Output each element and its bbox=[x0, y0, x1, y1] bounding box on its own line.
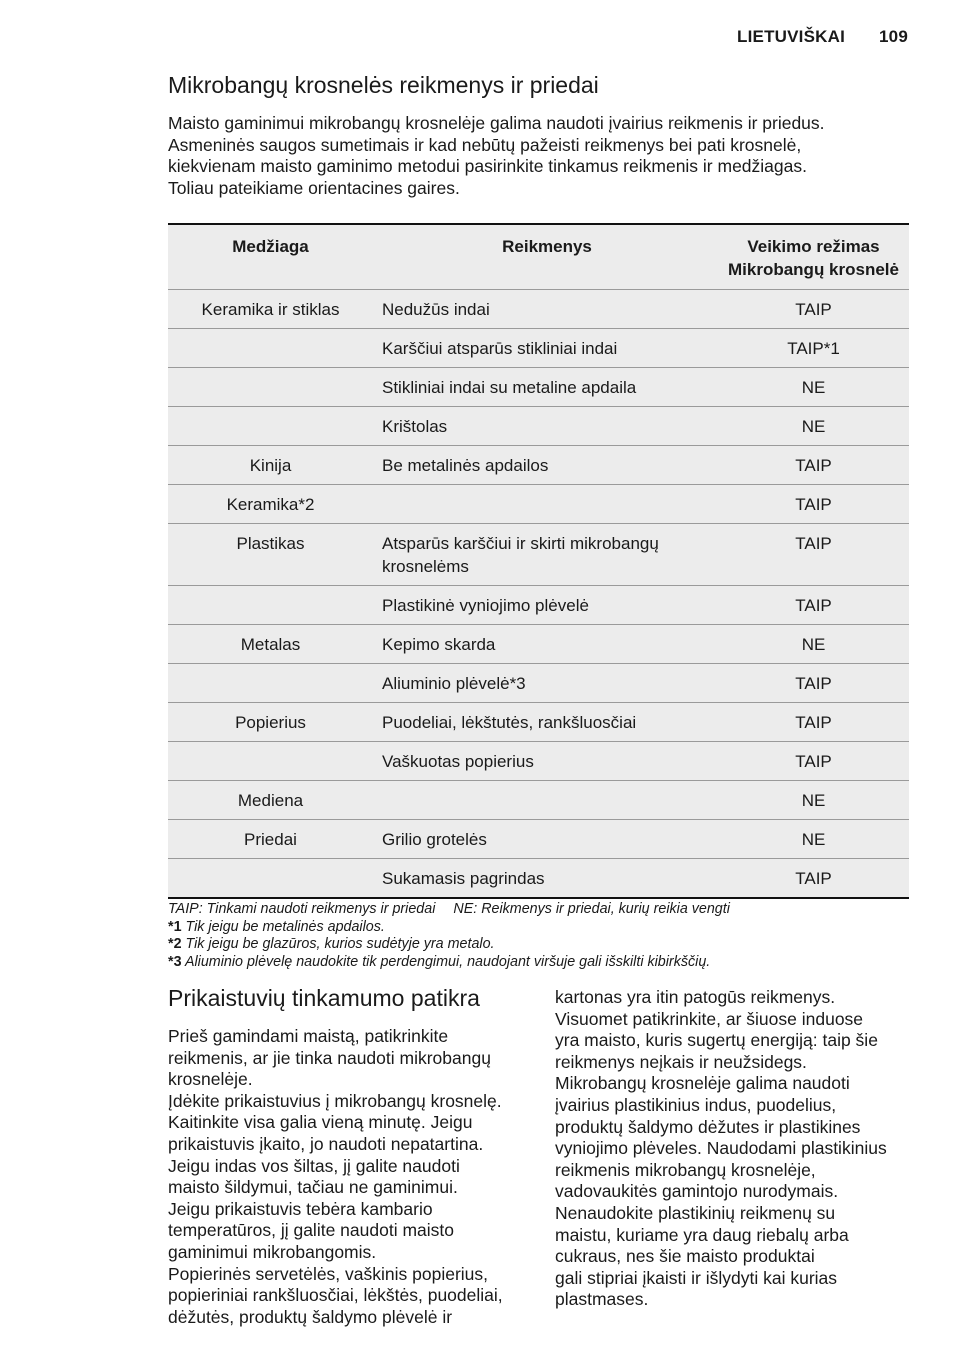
text-line: dėžutės, produktų šaldymo plėvelė ir bbox=[168, 1306, 453, 1327]
cell-mode: TAIP bbox=[718, 524, 909, 586]
table-row bbox=[168, 586, 909, 625]
cell-mode: TAIP bbox=[718, 703, 909, 742]
text-line: Visuomet patikrinkite, ar šiuose induose bbox=[555, 1008, 864, 1029]
footnote-text: Tik jeigu be glazūros, kurios sudėtyje yra metalo. bbox=[185, 936, 495, 953]
text-line: gali stipriai įkaisti ir išlydyti kai kurias bbox=[555, 1267, 838, 1288]
cell-material: Plastikas bbox=[168, 524, 373, 586]
text-line: gaminimui mikrobangomis. bbox=[168, 1241, 377, 1262]
right-column-text bbox=[555, 987, 915, 1311]
header-utensils: Reikmenys bbox=[373, 224, 718, 290]
text-line: cukraus, nes šie maisto produktai bbox=[555, 1246, 815, 1267]
cell-mode: TAIP bbox=[718, 586, 909, 625]
cell-utensil: Nedužūs indai bbox=[373, 290, 718, 329]
materials-table bbox=[168, 223, 909, 899]
cell-utensil: Plastikinė vyniojimo plėvelė bbox=[373, 586, 718, 625]
text-line: Kaitinkite visa galia vieną minutę. Jeigu bbox=[168, 1112, 473, 1133]
header-mode-line1: Veikimo režimas bbox=[747, 237, 880, 256]
footnote-text: Aliuminio plėvelę naudokite tik perdengimui, naudojant viršuje gali išskilti kibirkščių. bbox=[184, 954, 711, 971]
cell-material: Popierius bbox=[168, 703, 373, 742]
cell-mode: NE bbox=[718, 781, 909, 820]
cell-material bbox=[168, 859, 373, 899]
cell-utensil: Aliuminio plėvelė*3 bbox=[373, 664, 718, 703]
text-line: krosnelėje. bbox=[168, 1069, 253, 1090]
cell-mode: TAIP bbox=[718, 446, 909, 485]
cell-utensil: Karščiui atsparūs stikliniai indai bbox=[373, 329, 718, 368]
legend-line bbox=[168, 901, 928, 919]
text-line: kartonas yra itin patogūs reikmenys. bbox=[555, 987, 836, 1007]
text-line: Mikrobangų krosnelėje galima naudoti bbox=[555, 1073, 850, 1094]
text-line: popieriniai rankšluosčiai, lėkštės, puodeliai, bbox=[168, 1285, 503, 1306]
header-material: Medžiaga bbox=[168, 224, 373, 290]
cell-utensil: Sukamasis pagrindas bbox=[373, 859, 718, 899]
cell-mode: TAIP bbox=[718, 742, 909, 781]
table-row bbox=[168, 859, 909, 899]
legend-no: NE: Reikmenys ir priedai, kurių reikia vengti bbox=[453, 901, 730, 917]
text-line: Nenaudokite plastikinių reikmenų su bbox=[555, 1202, 836, 1223]
cell-utensil: Grilio grotelės bbox=[373, 820, 718, 859]
table-notes bbox=[168, 901, 928, 972]
cell-material bbox=[168, 742, 373, 781]
table-row bbox=[168, 781, 909, 820]
text-line: Popierinės servetėlės, vaškinis popierius, bbox=[168, 1263, 489, 1284]
cell-utensil: Be metalinės apdailos bbox=[373, 446, 718, 485]
cell-material: Kinija bbox=[168, 446, 373, 485]
table-row bbox=[168, 664, 909, 703]
text-line: Prieš gamindami maistą, patikrinkite bbox=[168, 1026, 449, 1046]
text-line: reikmenis, ar jie tinka naudoti mikrobangų bbox=[168, 1047, 491, 1068]
text-line: Jeigu indas vos šiltas, jį galite naudoti bbox=[168, 1155, 460, 1176]
cell-material bbox=[168, 586, 373, 625]
table-row bbox=[168, 329, 909, 368]
footnote bbox=[168, 954, 928, 972]
intro-line: Toliau pateikiame orientacines gaires. bbox=[168, 177, 460, 198]
page-number: 109 bbox=[879, 27, 908, 46]
footnote bbox=[168, 919, 928, 937]
footnote-mark: *2 bbox=[168, 936, 182, 953]
text-line: įvairius plastikinius indus, puodelius, bbox=[555, 1094, 837, 1115]
cell-material: Keramika*2 bbox=[168, 485, 373, 524]
cell-utensil: Vaškuotas popierius bbox=[373, 742, 718, 781]
cell-mode: TAIP bbox=[718, 859, 909, 899]
cell-mode: NE bbox=[718, 407, 909, 446]
cell-utensil bbox=[373, 485, 718, 524]
cell-utensil: Krištolas bbox=[373, 407, 718, 446]
cell-utensil bbox=[373, 781, 718, 820]
cell-mode: TAIP*1 bbox=[718, 329, 909, 368]
table-row bbox=[168, 485, 909, 524]
cell-mode: TAIP bbox=[718, 485, 909, 524]
cell-utensil-line2: krosnelėms bbox=[382, 557, 469, 576]
text-line: plastmases. bbox=[555, 1289, 649, 1310]
table-header-row bbox=[168, 224, 909, 290]
intro-line: Asmeninės saugos sumetimais ir kad nebūtų pažeisti reikmenys bei pati krosnelė, bbox=[168, 134, 802, 155]
header-mode-line2: Mikrobangų krosnelė bbox=[728, 260, 899, 279]
table-row bbox=[168, 407, 909, 446]
cell-utensil bbox=[373, 524, 718, 586]
cell-utensil: Puodeliai, lėkštutės, rankšluosčiai bbox=[373, 703, 718, 742]
cell-material bbox=[168, 407, 373, 446]
text-line: reikmenys neįkais ir neužsidegs. bbox=[555, 1051, 807, 1072]
cell-material: Keramika ir stiklas bbox=[168, 290, 373, 329]
table-row bbox=[168, 742, 909, 781]
cell-material: Priedai bbox=[168, 820, 373, 859]
text-line: Įdėkite prikaistuvius į mikrobangų krosnelę. bbox=[168, 1090, 502, 1111]
text-line: yra maisto, kuris sugertų energiją: taip šie bbox=[555, 1030, 878, 1051]
section-label: LIETUVIŠKAI bbox=[737, 27, 846, 46]
cell-material bbox=[168, 664, 373, 703]
legend-yes: TAIP: Tinkami naudoti reikmenys ir priedai bbox=[168, 901, 436, 917]
table-row bbox=[168, 290, 909, 329]
text-line: produktų šaldymo dėžutes ir plastikines bbox=[555, 1116, 861, 1137]
cell-material bbox=[168, 329, 373, 368]
cell-utensil: Stikliniai indai su metaline apdaila bbox=[373, 368, 718, 407]
cell-material: Mediena bbox=[168, 781, 373, 820]
text-line: maistu, kuriame yra daug riebalų arba bbox=[555, 1224, 849, 1245]
text-line: reikmenis mikrobangų krosnelėje, bbox=[555, 1159, 816, 1180]
cell-mode: NE bbox=[718, 625, 909, 664]
intro-line: Maisto gaminimui mikrobangų krosnelėje galima naudoti įvairius reikmenis ir priedus. bbox=[168, 113, 825, 133]
cell-material: Metalas bbox=[168, 625, 373, 664]
text-line: temperatūros, jį galite naudoti maisto bbox=[168, 1220, 454, 1241]
left-column-text bbox=[168, 1026, 528, 1328]
cell-material bbox=[168, 368, 373, 407]
cell-mode: NE bbox=[718, 368, 909, 407]
text-line: vyniojimo plėveles. Naudodami plastikinius bbox=[555, 1138, 887, 1159]
table-row bbox=[168, 703, 909, 742]
cell-utensil-line1: Atsparūs karščiui ir skirti mikrobangų bbox=[382, 534, 659, 553]
footnote-mark: *1 bbox=[168, 918, 182, 935]
cell-mode: NE bbox=[718, 820, 909, 859]
table-row bbox=[168, 820, 909, 859]
text-line: Jeigu prikaistuvis tebėra kambario bbox=[168, 1198, 433, 1219]
text-line: vadovaukitės gamintojo nurodymais. bbox=[555, 1181, 839, 1202]
text-line: prikaistuvis įkaito, jo naudoti nepatartina. bbox=[168, 1133, 484, 1154]
table-row bbox=[168, 625, 909, 664]
header-mode bbox=[718, 224, 909, 290]
table-row bbox=[168, 368, 909, 407]
intro-line: kiekvienam maisto gaminimo metodui pasirinkite tinkamus reikmenis ir medžiagas. bbox=[168, 156, 807, 176]
page-header bbox=[737, 27, 908, 47]
section-title-utensils: Mikrobangų krosnelės reikmenys ir priedai bbox=[168, 72, 599, 98]
intro-paragraph bbox=[168, 113, 908, 199]
table-row bbox=[168, 524, 909, 586]
section-title-cookware-test: Prikaistuvių tinkamumo patikra bbox=[168, 985, 480, 1011]
table-row bbox=[168, 446, 909, 485]
footnote-text: Tik jeigu be metalinės apdailos. bbox=[185, 918, 385, 935]
footnote-mark: *3 bbox=[168, 954, 182, 971]
text-line: maisto šildymui, tačiau ne gaminimui. bbox=[168, 1177, 458, 1198]
footnote bbox=[168, 936, 928, 954]
cell-utensil: Kepimo skarda bbox=[373, 625, 718, 664]
cell-mode: TAIP bbox=[718, 290, 909, 329]
cell-mode: TAIP bbox=[718, 664, 909, 703]
